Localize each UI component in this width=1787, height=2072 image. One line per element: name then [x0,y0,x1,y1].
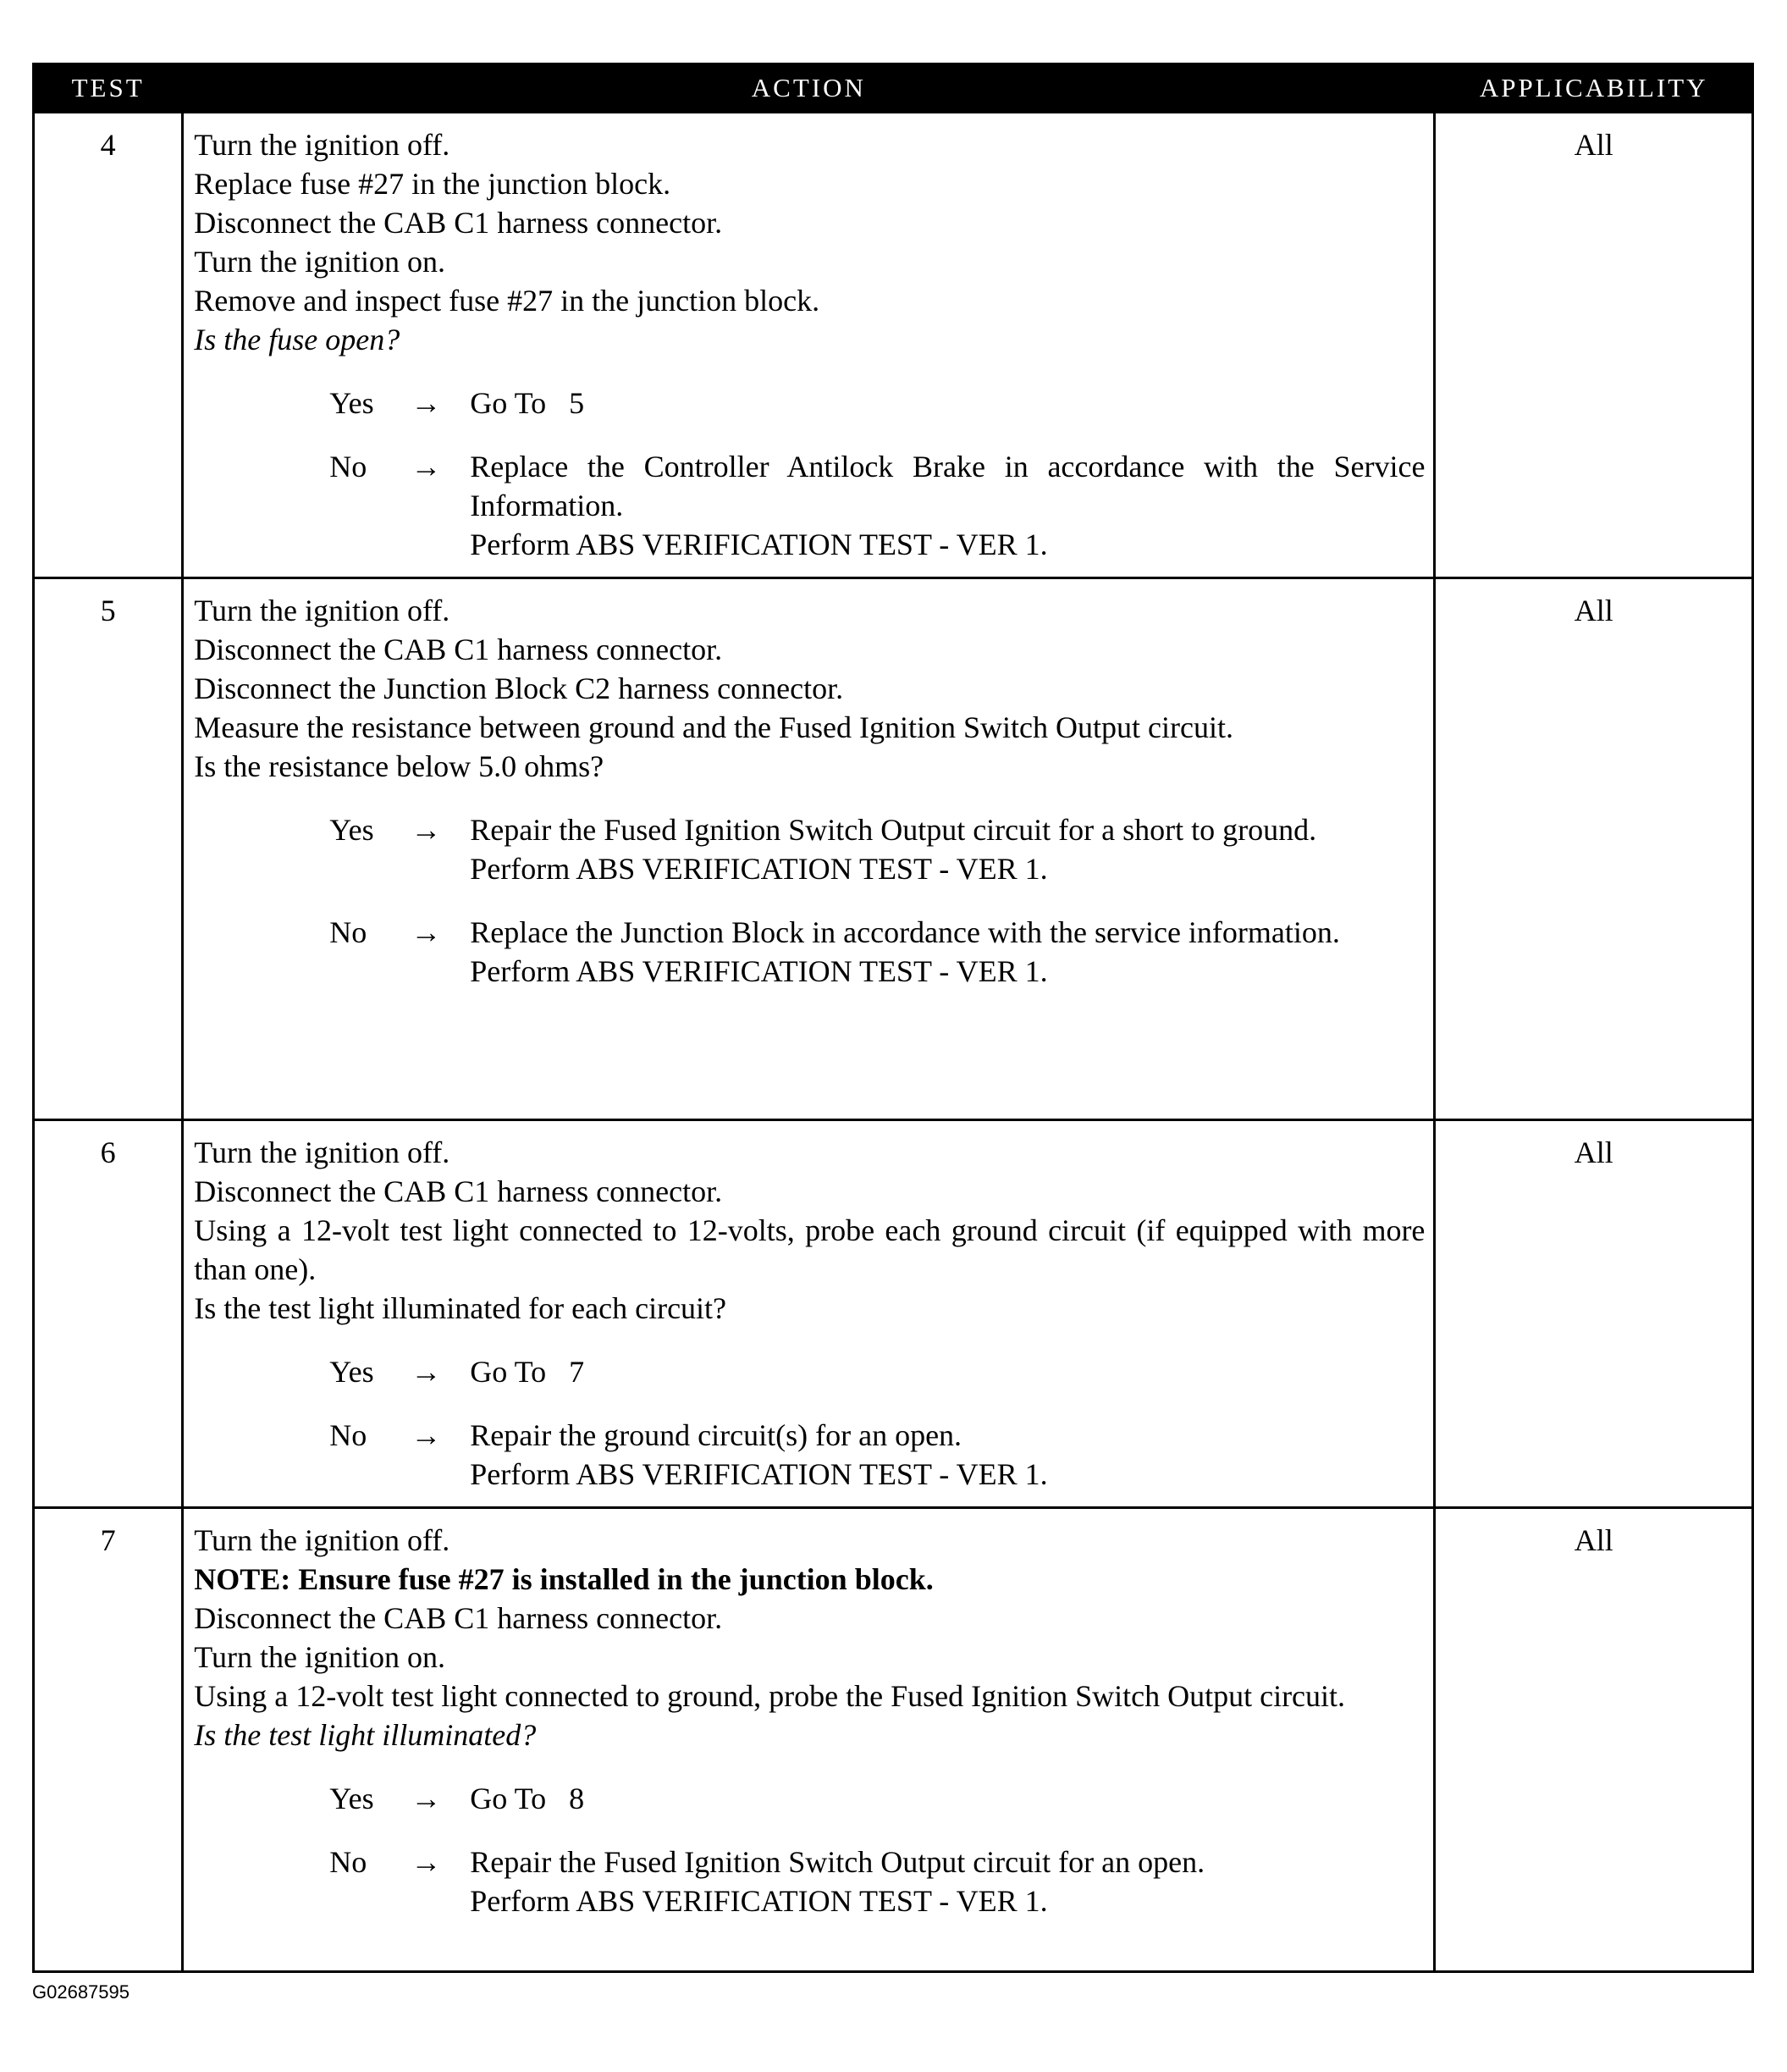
test-number: 5 [34,578,183,1120]
action-cell [183,113,1435,578]
outcome-step: Repair the Fused Ignition Switch Output circuit for an open. [470,1845,1205,1879]
outcome-label: Yes [329,813,374,847]
right-arrow-icon: → [411,1418,442,1452]
applicability-cell: All [1435,1120,1753,1508]
action-step: Disconnect the CAB C1 harness connector. [194,1174,723,1208]
outcome-label: Yes [329,1782,374,1815]
action-step: Turn the ignition on. [194,1640,445,1674]
action-step: Replace fuse #27 in the junction block. [194,167,671,201]
outcome-step: Go To 7 [470,1355,585,1389]
table-row [34,113,1753,578]
test-number: 4 [34,113,183,578]
action-step: Disconnect the CAB C1 harness connector. [194,633,723,666]
action-step: Using a 12-volt test light connected to ground, probe the Fused Ignition Switch Output circuit. [194,1679,1346,1713]
outcome-label: No [329,450,367,483]
action-note: NOTE: Ensure fuse #27 is installed in the junction block. [194,1562,934,1596]
outcome-step: Go To 8 [470,1782,585,1815]
action-cell [183,578,1435,1120]
action-question: Is the resistance below 5.0 ohms? [194,749,604,783]
applicability-cell: All [1435,1508,1753,1972]
outcome-step: Perform ABS VERIFICATION TEST - VER 1. [470,1884,1048,1918]
outcome-yes [194,810,1425,888]
outcome-yes [194,1779,1425,1818]
outcome-yes [194,1352,1425,1391]
outcome-label: Yes [329,1355,374,1389]
outcome-step: Replace the Controller Antilock Brake in accordance with the Service Information. [470,450,1426,522]
outcome-label: No [329,915,367,949]
action-step: Remove and inspect fuse #27 in the junction block. [194,284,820,318]
column-header-test: TEST [34,64,183,113]
outcome-step: Perform ABS VERIFICATION TEST - VER 1. [470,528,1048,561]
outcome-step: Replace the Junction Block in accordance with the service information. [470,915,1340,949]
test-number: 6 [34,1120,183,1508]
outcome-yes [194,384,1425,423]
column-header-action: ACTION [183,64,1435,113]
right-arrow-icon: → [411,1845,442,1879]
outcome-no [194,1843,1425,1920]
table-header-row [34,64,1753,113]
action-step: Turn the ignition on. [194,245,445,279]
right-arrow-icon: → [411,386,442,420]
outcome-no [194,1416,1425,1494]
outcome-step: Perform ABS VERIFICATION TEST - VER 1. [470,852,1048,886]
action-question: Is the test light illuminated for each circuit? [194,1291,727,1325]
outcome-label: No [329,1845,367,1879]
action-step: Turn the ignition off. [194,128,450,162]
table-row [34,1508,1753,1972]
action-step: Disconnect the CAB C1 harness connector. [194,1601,723,1635]
action-step: Measure the resistance between ground and the Fused Ignition Switch Output circuit. [194,710,1233,744]
action-step: Disconnect the Junction Block C2 harness connector. [194,671,844,705]
action-question: Is the test light illuminated? [194,1718,537,1752]
right-arrow-icon: → [411,1355,442,1389]
right-arrow-icon: → [411,1782,442,1815]
action-step: Turn the ignition off. [194,1135,450,1169]
action-question: Is the fuse open? [194,323,400,356]
action-step: Turn the ignition off. [194,594,450,627]
table-row [34,578,1753,1120]
action-cell [183,1508,1435,1972]
action-step: Disconnect the CAB C1 harness connector. [194,206,723,240]
outcome-step: Perform ABS VERIFICATION TEST - VER 1. [470,1457,1048,1491]
applicability-cell: All [1435,113,1753,578]
outcome-no [194,913,1425,991]
action-cell [183,1120,1435,1508]
column-header-applicability: APPLICABILITY [1435,64,1753,113]
outcome-label: Yes [329,386,374,420]
action-step: Turn the ignition off. [194,1523,450,1557]
outcome-step: Repair the ground circuit(s) for an open. [470,1418,962,1452]
figure-id: G02687595 [32,1981,130,2003]
applicability-cell: All [1435,578,1753,1120]
test-number: 7 [34,1508,183,1972]
right-arrow-icon: → [411,813,442,847]
diagnostic-test-table [32,63,1754,1973]
outcome-no [194,447,1425,564]
outcome-step: Go To 5 [470,386,585,420]
outcome-step: Perform ABS VERIFICATION TEST - VER 1. [470,954,1048,988]
outcome-label: No [329,1418,367,1452]
outcome-step: Repair the Fused Ignition Switch Output circuit for a short to ground. [470,813,1317,847]
right-arrow-icon: → [411,915,442,949]
table-row [34,1120,1753,1508]
right-arrow-icon: → [411,450,442,483]
action-step: Using a 12-volt test light connected to 12-volts, probe each ground circuit (if equipped with more than one). [194,1213,1426,1286]
